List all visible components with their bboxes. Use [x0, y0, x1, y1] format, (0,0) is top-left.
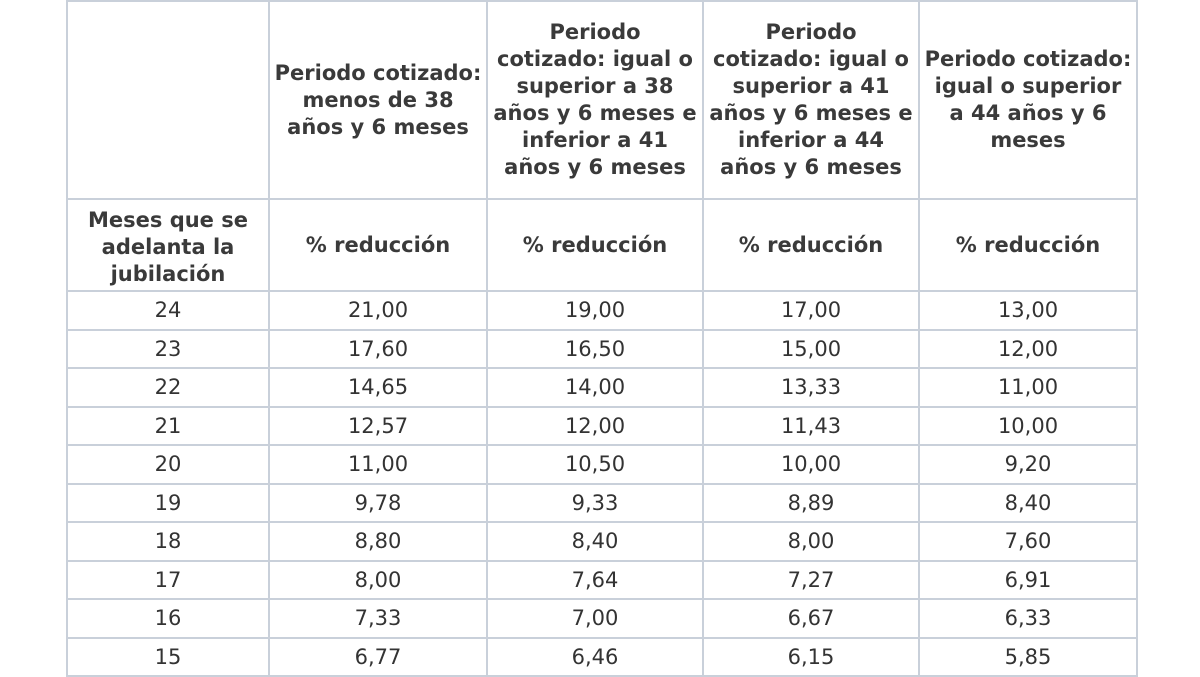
reduction-cell: 8,40: [487, 522, 703, 561]
reduction-cell: 11,43: [703, 407, 919, 446]
reduction-cell: 6,15: [703, 638, 919, 677]
months-cell: 23: [67, 330, 269, 369]
table-row: [67, 484, 1137, 523]
reduction-cell: 17,60: [269, 330, 487, 369]
reduction-cell: 7,27: [703, 561, 919, 600]
months-cell: 15: [67, 638, 269, 677]
reduction-cell: 7,00: [487, 599, 703, 638]
reduction-cell: 8,80: [269, 522, 487, 561]
reduction-table: [66, 0, 1138, 677]
reduction-table-container: [66, 0, 1138, 677]
reduction-cell: 6,91: [919, 561, 1137, 600]
reduction-cell: 19,00: [487, 291, 703, 330]
reduction-cell: 14,65: [269, 368, 487, 407]
header-reduction: % reducción: [269, 199, 487, 291]
reduction-cell: 5,85: [919, 638, 1137, 677]
reduction-cell: 11,00: [919, 368, 1137, 407]
reduction-cell: 6,77: [269, 638, 487, 677]
table-row: [67, 368, 1137, 407]
table-row: [67, 445, 1137, 484]
months-cell: 22: [67, 368, 269, 407]
reduction-cell: 13,00: [919, 291, 1137, 330]
reduction-cell: 8,89: [703, 484, 919, 523]
months-cell: 17: [67, 561, 269, 600]
reduction-cell: 10,50: [487, 445, 703, 484]
header-period-41-44: Periodo cotizado: igual o superior a 41 años y 6 meses e inferior a 44 años y 6 meses: [703, 1, 919, 199]
reduction-cell: 6,33: [919, 599, 1137, 638]
header-row-reduction: [67, 199, 1137, 291]
header-row-period: [67, 1, 1137, 199]
reduction-cell: 11,00: [269, 445, 487, 484]
table-row: [67, 407, 1137, 446]
table-row: [67, 599, 1137, 638]
months-cell: 16: [67, 599, 269, 638]
reduction-cell: 21,00: [269, 291, 487, 330]
header-period-44-plus: Periodo cotizado: igual o superior a 44 años y 6 meses: [919, 1, 1137, 199]
reduction-cell: 9,33: [487, 484, 703, 523]
months-cell: 24: [67, 291, 269, 330]
header-reduction: % reducción: [919, 199, 1137, 291]
reduction-cell: 6,46: [487, 638, 703, 677]
months-cell: 19: [67, 484, 269, 523]
reduction-cell: 6,67: [703, 599, 919, 638]
reduction-cell: 14,00: [487, 368, 703, 407]
reduction-cell: 16,50: [487, 330, 703, 369]
reduction-cell: 9,20: [919, 445, 1137, 484]
reduction-cell: 7,33: [269, 599, 487, 638]
reduction-cell: 8,00: [269, 561, 487, 600]
table-row: [67, 330, 1137, 369]
table-row: [67, 638, 1137, 677]
months-cell: 18: [67, 522, 269, 561]
header-period-38-41: Periodo cotizado: igual o superior a 38 años y 6 meses e inferior a 41 años y 6 meses: [487, 1, 703, 199]
header-period-less-38: Periodo cotizado: menos de 38 años y 6 meses: [269, 1, 487, 199]
reduction-cell: 12,00: [487, 407, 703, 446]
reduction-cell: 12,57: [269, 407, 487, 446]
header-reduction: % reducción: [703, 199, 919, 291]
reduction-cell: 10,00: [919, 407, 1137, 446]
header-months-advance: Meses que se adelanta la jubilación: [67, 199, 269, 291]
table-row: [67, 522, 1137, 561]
reduction-cell: 9,78: [269, 484, 487, 523]
table-body: [67, 291, 1137, 676]
reduction-cell: 12,00: [919, 330, 1137, 369]
months-cell: 21: [67, 407, 269, 446]
table-row: [67, 561, 1137, 600]
reduction-cell: 10,00: [703, 445, 919, 484]
reduction-cell: 13,33: [703, 368, 919, 407]
header-reduction: % reducción: [487, 199, 703, 291]
reduction-cell: 15,00: [703, 330, 919, 369]
reduction-cell: 8,40: [919, 484, 1137, 523]
header-empty-cell: [67, 1, 269, 199]
reduction-cell: 17,00: [703, 291, 919, 330]
months-cell: 20: [67, 445, 269, 484]
reduction-cell: 8,00: [703, 522, 919, 561]
reduction-cell: 7,64: [487, 561, 703, 600]
reduction-cell: 7,60: [919, 522, 1137, 561]
table-row: [67, 291, 1137, 330]
